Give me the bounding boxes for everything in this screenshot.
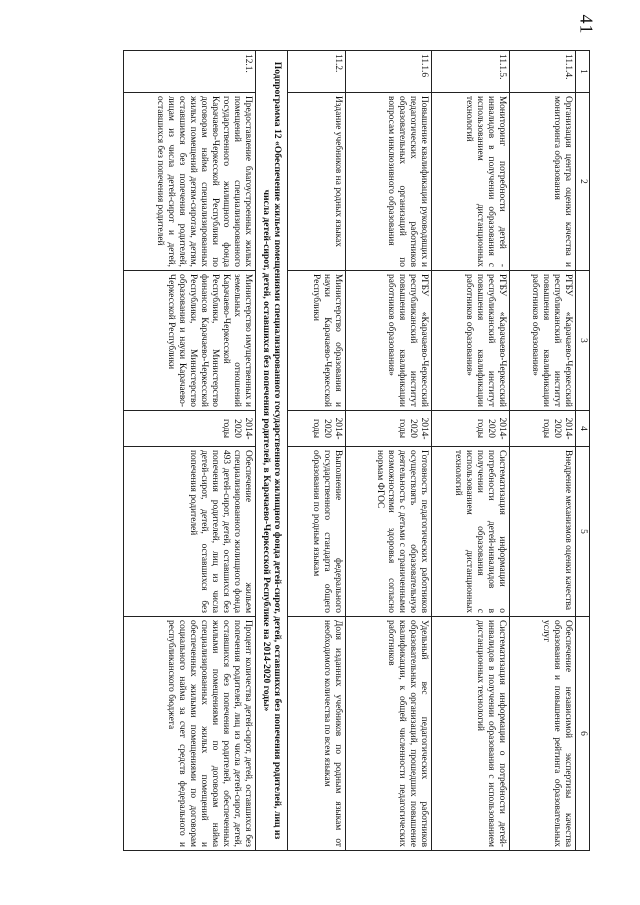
executor-cell: РГБУ «Карачаево-Черкесский республиканский институт повышения квалификации работников образования» — [509, 271, 575, 411]
table-row — [287, 51, 345, 851]
page-number: 41 — [576, 14, 597, 35]
result-cell: Выполнение федерального государственного стандарта общего образования по родным языкам — [287, 447, 345, 617]
header-cell: 5 — [575, 447, 589, 617]
activity-cell: Организация центра оценки качества и мониторинга образования — [509, 93, 575, 271]
years-cell: 2014-2020 годы — [124, 411, 256, 447]
header-row — [575, 51, 589, 851]
indicator-cell: Обеспечение независимой экспертизы качества образования и повышение рейтинга образовательных услуг — [509, 617, 575, 851]
section-title: Подпрограмма 12 «Обеспечение жильем помещениями специализированного государственного жилищного фонда детей-сирот, детей, оставшихся без попечения родителей, лиц из числа детей-сирот, детей, оставшихся без попечения родителей, в Карачаево-Черкесской Республике на 2014-2020 годы» — [256, 51, 288, 851]
header-cell: 1 — [575, 51, 589, 93]
result-cell: Внедрение механизмов оценки качества — [509, 447, 575, 617]
executor-cell: РГБУ «Карачаево-Черкесский республиканский институт повышения квалификации работников образования» — [431, 271, 509, 411]
years-cell: 2014-2020 годы — [287, 411, 345, 447]
executor-cell: Министерство имущественных и земельных отношений Карачаево-Черкесской Республики, Министерство финансов Карачаево-Черкесской Республики, Министерство образования и науки Карачаево-Черкесской Республики — [124, 271, 256, 411]
result-cell: Готовность педагогических работников осуществлять образовательную деятельность с детьми с ограниченными возможностями здоровья согласно нормам ФГОС — [345, 447, 431, 617]
activity-cell: Издание учебников на родных языках — [287, 93, 345, 271]
activity-cell: Предоставление благоустроенных жилых помещений специализированного государственного жилищного фонда Карачаево-Черкесской Республики по договорам найма специализированных жилых помещений детям-сиротам, детям, оставшимся без попечения родителей, лицам из числа детей-сирот и детей, оставшихся без попечения родителей — [124, 93, 256, 271]
table-row — [124, 51, 256, 851]
rotated-sheet — [50, 50, 590, 850]
years-cell: 2014-2020 годы — [345, 411, 431, 447]
row-number: 12.1. — [124, 51, 256, 93]
indicator-cell: Систематизация информации о потребности детей- инвалидов в получении образования с использованием дистанционных технологий — [431, 617, 509, 851]
table-row — [345, 51, 431, 851]
header-cell: 4 — [575, 411, 589, 447]
header-cell: 2 — [575, 93, 589, 271]
program-table — [123, 50, 590, 851]
row-number: 11.1.6 — [345, 51, 431, 93]
executor-cell: Министерство образования и науки Карачаево-Черкесской Республики — [287, 271, 345, 411]
activity-cell: Повышение квалификации руководящих и педагогических работников образовательных организаций по вопросам инклюзивного образования — [345, 93, 431, 271]
result-cell: Обеспечение жильем специализированного жилищного фонда 493 детей-сирот, детей, оставшихся без попечения родителей, лиц из числа детей-сирот, детей, оставшихся без попечения родителей — [124, 447, 256, 617]
years-cell: 2014-2020 годы — [509, 411, 575, 447]
indicator-cell: Доля изданных учебников по родным языкам от необходимого количества по всем языкам — [287, 617, 345, 851]
row-number: 11.1.5. — [431, 51, 509, 93]
header-cell: 3 — [575, 271, 589, 411]
indicator-cell: Удельный вес педагогических работников образовательных организаций, прошедших повышение квалификации, к общей численности педагогических работников — [345, 617, 431, 851]
section-row — [256, 51, 288, 851]
executor-cell: РГБУ «Карачаево-Черкесский республиканский институт повышения квалификации работников образования» — [345, 271, 431, 411]
row-number: 11.1.4. — [509, 51, 575, 93]
indicator-cell: Процент количества детей-сирот, детей, оставшихся без попечения родителей, лиц из числа детей-сирот, детей, оставшихся без попечения родителей, обеспеченных жилыми помещениями по договорам найма специализированных жилых помещений и обеспеченных жилыми помещениями по договорам социального найма за счет средств федерального и республиканского бюджета — [124, 617, 256, 851]
result-cell: Систематизация информации о потребности детей-инвалидов в получении образования с использованием дистанционных технологий — [431, 447, 509, 617]
table-row — [431, 51, 509, 851]
years-cell: 2014-2020 годы — [431, 411, 509, 447]
table-row — [509, 51, 575, 851]
header-cell: 6 — [575, 617, 589, 851]
activity-cell: Мониторинг потребности детей - инвалидов в получении образования с использованием дистанционных технологий — [431, 93, 509, 271]
row-number: 11.2. — [287, 51, 345, 93]
